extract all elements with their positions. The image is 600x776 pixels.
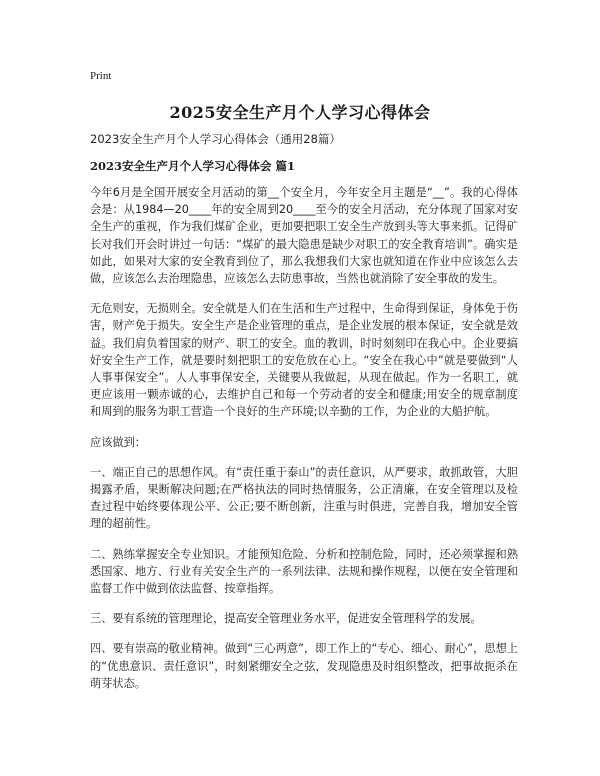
paragraph-intro: 今年6月是全国开展安全月活动的第__个安全月，今年安全月主题是“__”。我的心得体会是：从1984—20____年的安全周到20____至今的安全月活动，充分体现了国家对安全生产的重视，作为我们煤矿企业，更加要把职工安全生产放到头等大事来抓。记得矿长对我们开会时讲过一句话：“煤矿的最大隐患是缺少对职工的安全教育培训”。确实是如此，如果对大家的安全教育到位了，那么我想我们大家也就知道在作业中应该怎么去做，应该怎么去治理隐患，应该怎么去防患事故，当然也就消除了安全事故的发生。 bbox=[90, 186, 518, 286]
paragraph-point-2: 二、熟练掌握安全专业知识。才能预知危险、分析和控制危险，同时，还必须掌握和熟悉国家、地方、行业有关安全生产的一系列法律、法规和操作规程，以便在安全管理和监督工作中做到依法监督、按章指挥。 bbox=[90, 547, 518, 596]
paragraph-safety-definition: 无危则安，无损则全。安全就是人们在生活和生产过程中，生命得到保证，身体免于伤害，财产免于损失。安全生产是企业管理的重点，是企业发展的根本保证，安全就是效益。我们肩负着国家的财产、职工的安全。血的教训，时时刻刻印在我心中。企业要搞好安全生产工作，就是要时刻把职工的安危放在心上。“安全在我心中”就是要做到“人人事事保安全”。人人事事保安全，关键要从我做起，从现在做起。作为一名职工，就更应该用一颗赤诚的心，去维护自己和每一个劳动者的安全和健康;用安全的规章制度和周到的服务为职工营造一个良好的生产环境;以辛勤的工作，为企业的大船护航。 bbox=[90, 302, 518, 419]
page-title: 2025安全生产月个人学习心得体会 bbox=[169, 103, 431, 122]
document-subtitle: 2023安全生产月个人学习心得体会（通用28篇） bbox=[90, 132, 341, 146]
document-body bbox=[90, 184, 518, 705]
paragraph-should-do: 应该做到： bbox=[90, 435, 146, 449]
paragraph-point-3: 三、要有系统的管理理论，提高安全管理业务水平，促进安全管理科学的发展。 bbox=[90, 612, 482, 626]
paragraph-point-4: 四、要有崇高的敬业精神。做到“三心两意”，即工作上的“专心、细心、耐心”，思想上的“优患意识、责任意识”，时刻紧绷安全之弦，发现隐患及时组织整改，把事故扼杀在萌芽状态。 bbox=[90, 642, 518, 690]
section-heading: 2023安全生产月个人学习心得体会 篇1 bbox=[90, 159, 296, 173]
print-link[interactable]: Print bbox=[90, 70, 112, 82]
paragraph-point-1: 一、端正自己的思想作风。有“责任重于泰山”的责任意识，从严要求，敢抓敢管，大胆揭露矛盾，果断解决问题;在严格执法的同时热情服务，公正清廉，在安全管理以及检查过程中始终要体现公平、公正;要不断创新，注重与时俱进，完善自我，增加安全管理的超前性。 bbox=[90, 465, 518, 531]
